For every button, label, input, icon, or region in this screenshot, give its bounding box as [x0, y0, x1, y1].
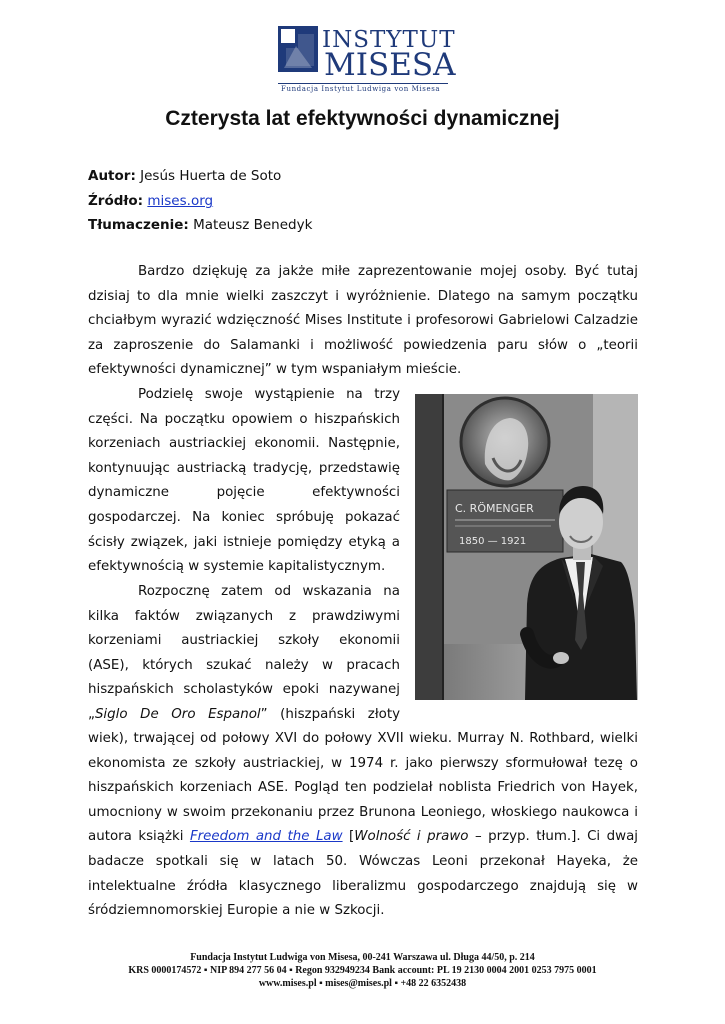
logo-divider [278, 83, 448, 84]
document-title: Czterysta lat efektywności dynamicznej [165, 107, 560, 130]
book-pre: autora książki [88, 829, 190, 845]
paragraph-roots-continued [88, 727, 638, 924]
paragraph-line: ścisły związek, jaki istnieje pomiędzy etyką a [88, 534, 400, 550]
paragraph-intro [88, 260, 638, 383]
paragraph-line-book [88, 825, 638, 850]
paragraph-line: gospodarczej. Na koniec spróbuję pokazać [88, 509, 400, 525]
paragraph-roots [88, 580, 400, 728]
paragraph-line: efektywności dynamicznej” w tym wspaniałym mieście. [88, 362, 462, 378]
footer-registry: KRS 0000174572 ▪ NIP 894 277 56 04 ▪ Regon 932949234 Bank account: PL 19 2130 0004 2001 0253 7975 0001 [128, 965, 597, 976]
paragraph-line: intelektualne źródła klasycznego liberalizmu gospodarczego znajdują się w [88, 878, 638, 894]
translation-line [88, 217, 312, 233]
logo-word-misesa: MISESA [324, 47, 456, 83]
book-post: – przyp. tłum.]. Ci dwaj [468, 829, 638, 845]
author-line [88, 168, 281, 184]
paragraph-line: hiszpańskich korzeniach ASE. Pogląd ten podzielał noblista Friedrich von Hayek, [88, 780, 638, 796]
footer-address: Fundacja Instytut Ludwiga von Misesa, 00-241 Warszawa ul. Długa 44/50, p. 214 [190, 952, 535, 963]
source-link[interactable]: mises.org [147, 193, 214, 209]
translation-value: Mateusz Benedyk [193, 217, 313, 233]
paragraph-line: Bardzo dziękuję za jakże miłe zaprezentowanie mojej osoby. Być tutaj [138, 264, 638, 279]
author-photo-illustration [415, 394, 638, 700]
author-value: Jesús Huerta de Soto [140, 168, 282, 184]
paragraph-line: za zaproszenie do Salamanki i możliwość powiedzenia paru słów o „teorii [88, 337, 638, 353]
paragraph-line: Rozpocznę zatem od wskazania na [138, 584, 400, 599]
open-quote: „ [88, 706, 95, 722]
plaque-name: C. RÖMENGER [455, 502, 534, 515]
paragraph-line-italic [88, 703, 400, 728]
source-label: Źródło: [88, 193, 144, 209]
paragraph-line: kontynuując austriacką tradycję, przedstawię [88, 460, 400, 476]
paragraph-line: dynamiczne pojęcie efektywności [88, 485, 400, 501]
paragraph-line: wiek), trwającej od połowy XVI do połowy XVII wieku. Murray N. Rothbard, wielki [88, 731, 638, 746]
footer-contact: www.mises.pl ▪ mises@mises.pl ▪ +48 22 6352438 [258, 978, 467, 989]
paragraph-line: (ASE), których szukać należy w pracach [88, 657, 400, 673]
book-title-link[interactable]: Freedom and the Law [189, 829, 343, 845]
paragraph-line: hiszpańskich scholastyków epoki nazywanej [88, 682, 400, 698]
book-mid: [ [342, 829, 355, 845]
paragraph-line: korzeniach austriackiej ekonomii. Następnie, [88, 436, 400, 452]
paragraph-line: korzeniami austriackiej szkoły ekonomii [88, 633, 400, 649]
paragraph-line: kilka faktów związanych z prawdziwymi [88, 608, 400, 624]
logo-mark-icon [278, 26, 318, 72]
instytut-misesa-logo [278, 26, 456, 93]
source-line [88, 193, 213, 209]
paragraph-line: chciałbym wyrazić wdzięczność Mises Institute i profesorowi Gabrielowi Calzadzie [88, 313, 638, 329]
logo-word-instytut: INSTYTUT [322, 27, 456, 53]
italic-era-name: Siglo De Oro Espanol [94, 706, 261, 722]
logo-subtitle: Fundacja Instytut Ludwiga von Misesa [281, 85, 441, 93]
paragraph-line: ekonomista ze szkoły austriackiej, w 1974 r. jako pierwszy sformułował tezę o [88, 755, 638, 771]
author-photo [415, 394, 638, 700]
plaque-years: 1850 — 1921 [459, 536, 527, 547]
paragraph-line: śródziemnomorskiej Europie a nie w Szkocji. [88, 903, 385, 919]
author-label: Autor: [88, 168, 136, 184]
paragraph-outline [88, 383, 400, 580]
paragraph-line: części. Na początku opowiem o hiszpańskich [88, 411, 400, 427]
paragraph-line: badacze spotkali się w latach 50. Wówczas Leoni przekonał Hayeka, że [88, 853, 638, 869]
translation-label: Tłumaczenie: [88, 217, 189, 233]
book-title-polish: Wolność i prawo [354, 829, 469, 845]
era-rest: ” (hiszpański złoty [260, 706, 401, 722]
paragraph-line: dzisiaj to dla mnie wielki zaszczyt i wyróżnienie. Dlatego na samym początku [88, 288, 638, 304]
paragraph-line: umocniony w swoim przekonaniu przez Brunona Leoniego, włoskiego naukowca i [88, 804, 638, 820]
paragraph-line: Podzielę swoje wystąpienie na trzy [138, 387, 400, 402]
paragraph-line: efektywnością w systemie kapitalistycznym. [88, 559, 386, 575]
